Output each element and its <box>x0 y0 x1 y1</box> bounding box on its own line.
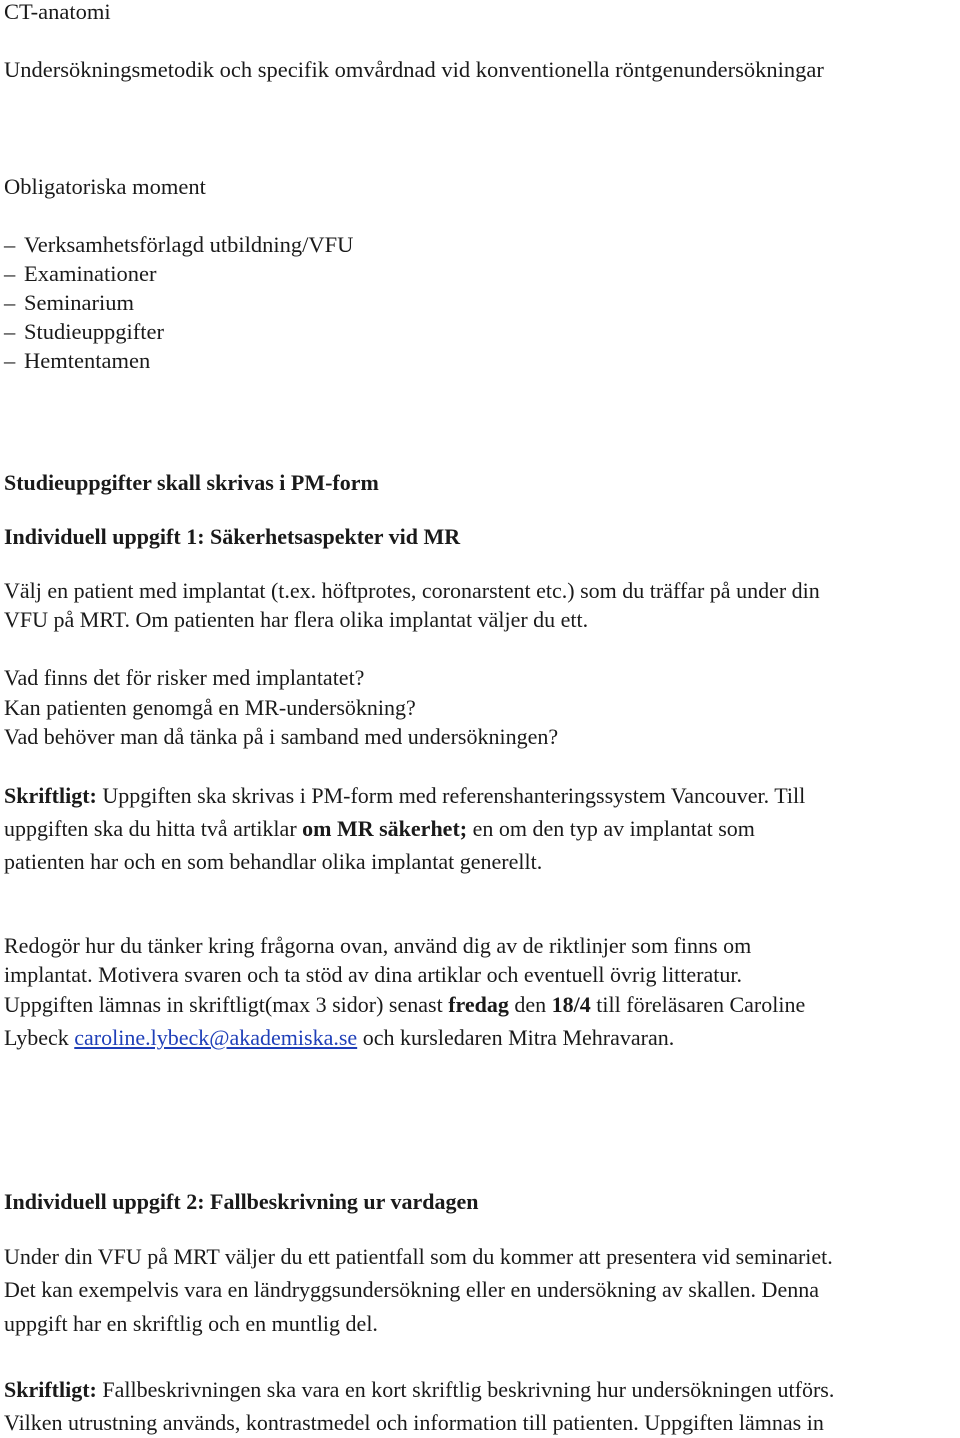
task1-question: Vad behöver man då tänka på i samband med undersökningen? <box>4 724 559 749</box>
task1-question: Vad finns det för risker med implantatet? <box>4 665 365 690</box>
task1-written-line: Skriftligt: Uppgiften ska skrivas i PM-form med referenshanteringssystem Vancouver. Till <box>4 783 806 808</box>
task1-written-line: uppgiften ska du hitta två artiklar om MR säkerhet; en om den typ av implantat som <box>4 816 755 841</box>
task2-paragraph-line: uppgift har en skriftlig och en muntlig del. <box>4 1311 378 1336</box>
task1-redogor-line: Redogör hur du tänker kring frågorna ovan, använd dig av de riktlinjer som finns om <box>4 933 752 958</box>
dash: – <box>4 290 16 315</box>
task1-written-line: patienten har och en som behandlar olika implantat generellt. <box>4 849 543 874</box>
task1-question: Kan patienten genomgå en MR-undersökning? <box>4 695 416 720</box>
task1-redogor-line: implantat. Motivera svaren och ta stöd av dina artiklar och eventuell övrig litteratur. <box>4 962 742 987</box>
task1-paragraph-line: Välj en patient med implantat (t.ex. höftprotes, coronarstent etc.) som du träffar på under din <box>4 578 820 603</box>
mandatory-item: – Studieuppgifter <box>4 319 164 344</box>
mandatory-item: – Hemtentamen <box>4 348 151 373</box>
task1-submit-line: Uppgiften lämnas in skriftligt(max 3 sidor) senast fredag den 18/4 till föreläsaren Caroline <box>4 992 806 1017</box>
task2-written-line: Vilken utrustning används, kontrastmedel och information till patienten. Uppgiften lämnas in <box>4 1410 824 1435</box>
email-link[interactable]: caroline.lybeck@akademiska.se <box>74 1025 358 1050</box>
mandatory-heading: Obligatoriska moment <box>4 174 206 199</box>
dash: – <box>4 261 16 286</box>
mandatory-item: – Examinationer <box>4 261 157 286</box>
written-label: Skriftligt: <box>4 1377 97 1402</box>
written-label: Skriftligt: <box>4 783 97 808</box>
task2-title: Individuell uppgift 2: Fallbeskrivning ur vardagen <box>4 1189 479 1214</box>
dash: – <box>4 319 16 344</box>
task1-submit-line: Lybeck caroline.lybeck@akademiska.se och kursledaren Mitra Mehravaran. <box>4 1025 675 1050</box>
mandatory-item: – Verksamhetsförlagd utbildning/VFU <box>4 232 354 257</box>
studytasks-intro: Studieuppgifter skall skrivas i PM-form <box>4 470 379 495</box>
mandatory-item: – Seminarium <box>4 290 134 315</box>
dash: – <box>4 348 16 373</box>
task2-paragraph-line: Under din VFU på MRT väljer du ett patientfall som du kommer att presentera vid seminariet. <box>4 1244 833 1269</box>
task1-paragraph-line: VFU på MRT. Om patienten har flera olika implantat väljer du ett. <box>4 607 589 632</box>
task2-paragraph-line: Det kan exempelvis vara en ländryggsundersökning eller en undersökning av skallen. Denna <box>4 1277 819 1302</box>
course-title: CT-anatomi <box>4 0 111 24</box>
task2-written-line: Skriftligt: Fallbeskrivningen ska vara en kort skriftlig beskrivning hur undersökningen utförs. <box>4 1377 835 1402</box>
course-subtitle: Undersökningsmetodik och specifik omvårdnad vid konventionella röntgenundersökningar <box>4 57 824 82</box>
task1-title: Individuell uppgift 1: Säkerhetsaspekter vid MR <box>4 524 461 549</box>
dash: – <box>4 232 16 257</box>
